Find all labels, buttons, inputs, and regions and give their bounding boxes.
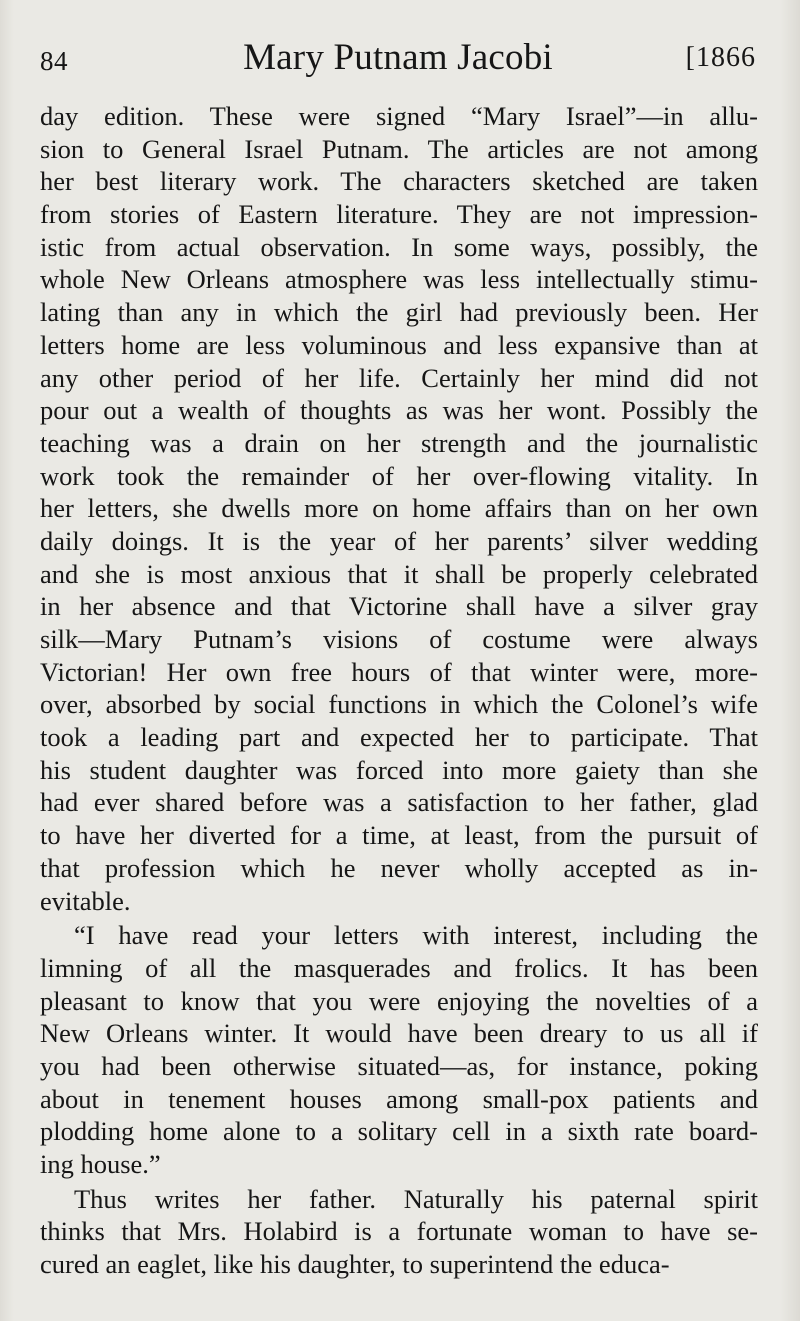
text-line: in her absence and that Victorine shall have a silver gray [40,591,758,622]
text-line: ing house.” [40,1149,161,1179]
text-line: limning of all the masquerades and frolics. It has been [40,952,758,983]
text-line: that profession which he never wholly accepted as in- [40,852,758,883]
text-line: to have her diverted for a time, at least, from the pursuit of [40,820,758,851]
text-line: silk—Mary Putnam’s visions of costume were always [40,624,758,654]
text-line: evitable. [40,885,131,916]
text-line: daily doings. It is the year of her parents’ silver wedding [40,525,758,556]
text-line: and she is most anxious that it shall be properly celebrated [40,558,758,589]
text-line: from stories of Eastern literature. They are not impression- [40,199,758,230]
text-line: over, absorbed by social functions in which the Colonel’s wife [40,689,758,720]
text-line: New Orleans winter. It would have been dreary to us all if [40,1018,758,1049]
text-line: cured an eaglet, like his daughter, to superintend the educa- [40,1249,670,1280]
text-line: whole New Orleans atmosphere was less intellectually stimu- [40,264,758,295]
page-number: 84 [40,46,68,76]
text-line: his student daughter was forced into more gaiety than she [40,754,758,785]
text-line: istic from actual observation. In some ways, possibly, the [40,231,758,262]
text-line: “I have read your letters with interest, including the [74,920,758,951]
paragraph [40,919,758,1181]
text-line: day edition. These were signed “Mary Israel”—in allu- [40,101,758,131]
text-line: pour out a wealth of thoughts as was her wont. Possibly the [40,395,758,426]
page-header [40,32,756,82]
text-line: about in tenement houses among small-pox patients and [40,1083,758,1114]
text-line: Victorian! Her own free hours of that winter were, more- [40,656,758,687]
text-line: pleasant to know that you were enjoying the novelties of a [40,985,758,1016]
paragraph [40,100,758,917]
body-text [40,100,758,1281]
year-mark: [1866 [685,42,756,73]
text-line: letters home are less voluminous and less expansive than at [40,329,758,360]
text-line: sion to General Israel Putnam. The articles are not among [40,133,758,164]
text-line: plodding home alone to a solitary cell in a sixth rate board- [40,1116,758,1147]
text-line: lating than any in which the girl had previously been. Her [40,297,758,328]
text-line: had ever shared before was a satisfaction to her father, glad [40,787,758,818]
running-title: Mary Putnam Jacobi [243,37,553,78]
text-line: teaching was a drain on her strength and the journalistic [40,427,758,458]
text-line: her best literary work. The characters sketched are taken [40,166,758,197]
text-line: Thus writes her father. Naturally his paternal spirit [74,1183,758,1214]
text-line: work took the remainder of her over-flowing vitality. In [40,460,758,491]
text-line: thinks that Mrs. Holabird is a fortunate woman to have se- [40,1216,758,1247]
text-line: any other period of her life. Certainly her mind did not [40,362,758,393]
text-line: her letters, she dwells more on home affairs than on her own [40,493,758,524]
paragraph [40,1183,758,1281]
text-line: took a leading part and expected her to participate. That [40,722,758,753]
text-line: you had been otherwise situated—as, for instance, poking [40,1050,758,1081]
